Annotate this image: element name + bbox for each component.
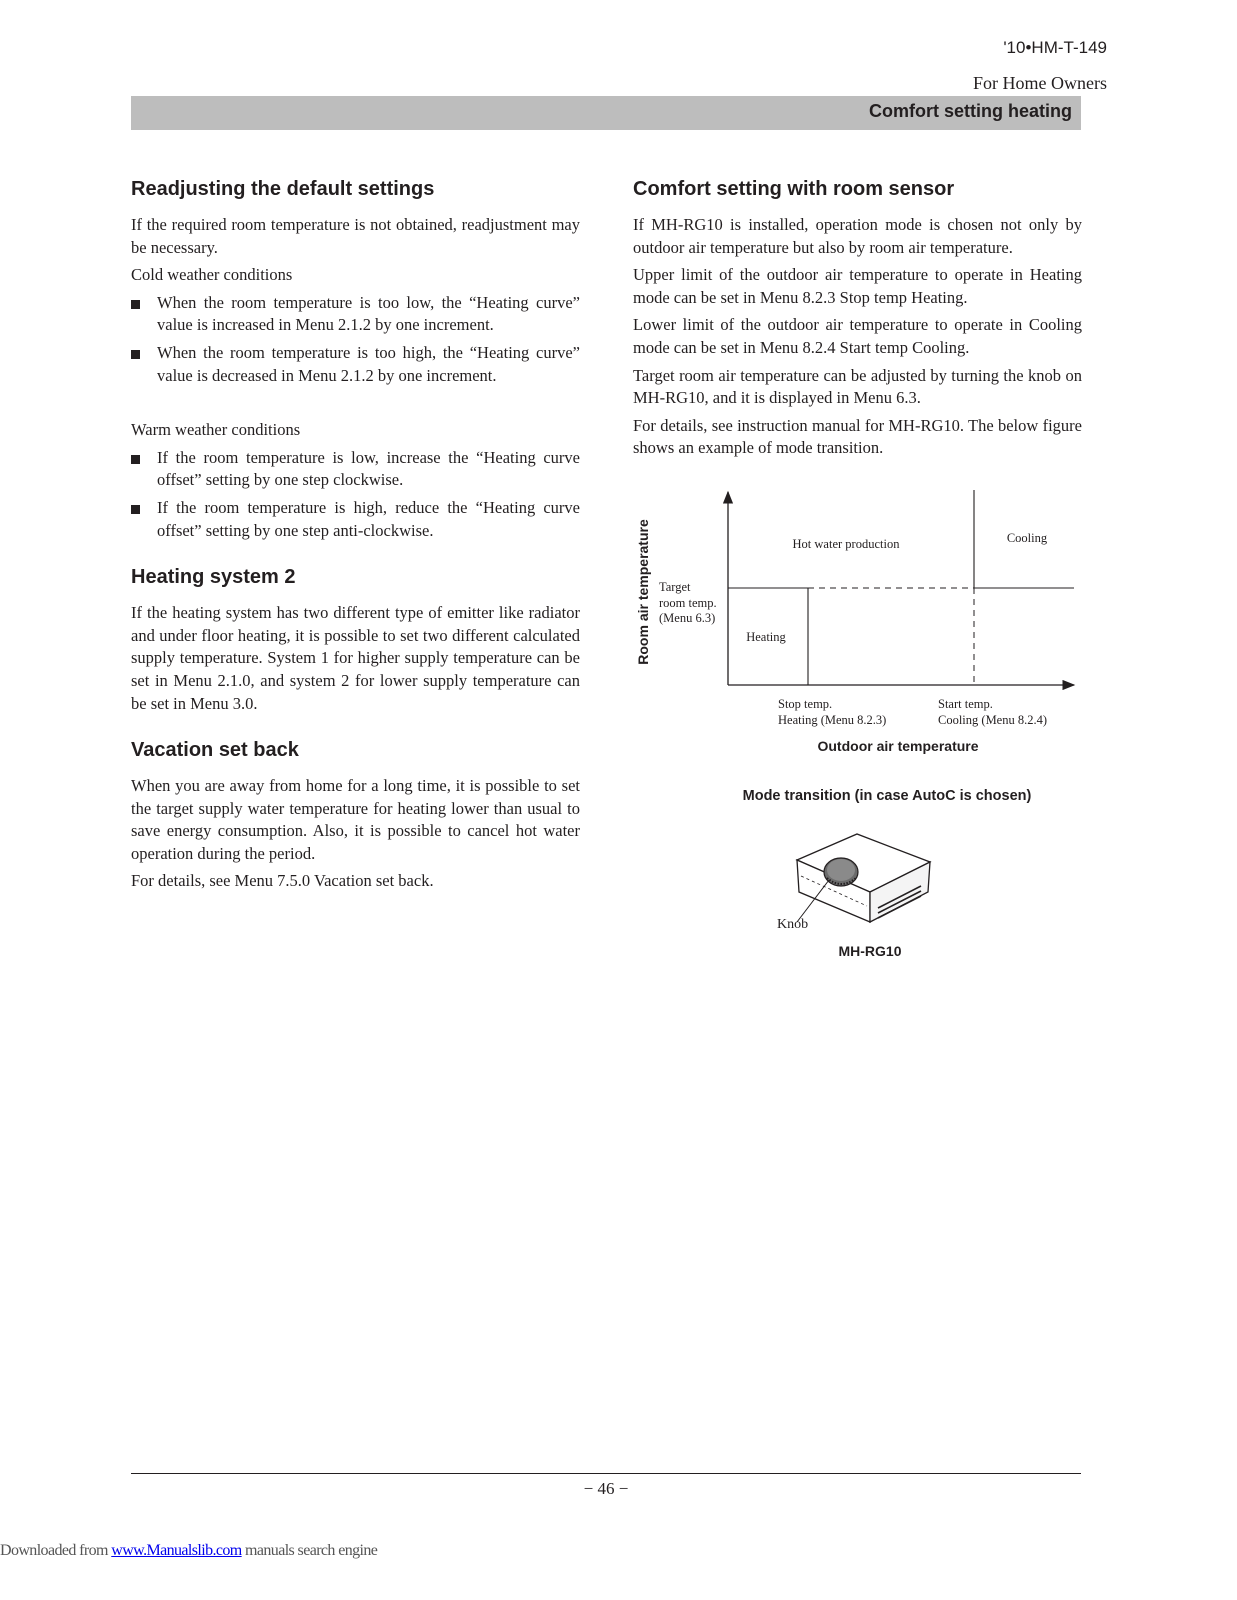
manualslib-link[interactable]: www.Manualslib.com (111, 1542, 242, 1559)
document-code: '10•HM-T-149 (1003, 38, 1107, 57)
cold-weather-list (131, 292, 580, 387)
vacation-note: For details, see Menu 7.5.0 Vacation set back. (131, 871, 434, 891)
download-suffix: manuals search engine (241, 1542, 378, 1559)
room-sensor-paragraph: For details, see instruction manual for MH-RG10. The below figure shows an example of mode transition. (633, 415, 1082, 458)
heating-system-2-body: If the heating system has two different type of emitter like radiator and under floor heating, it is possible to set two different calculated supply temperature. System 1 for higher supply temperature can be set in Menu 2.1.0, and system 2 for lower supply temperature can be set in Menu 3.0. (131, 603, 580, 713)
section-title: Comfort setting heating (869, 101, 1072, 121)
target-label-line1: Target (659, 580, 691, 594)
footer-rule (131, 1473, 1081, 1474)
room-sensor-paragraph: Upper limit of the outdoor air temperature to operate in Heating mode can be set in Menu 8.2.3 Stop temp Heating. (633, 265, 1082, 307)
room-sensor-paragraph: Target room air temperature can be adjusted by turning the knob on MH-RG10, and it is displayed in Menu 6.3. (633, 365, 1082, 408)
diagram-caption: Mode transition (in case AutoC is chosen) (742, 788, 1032, 804)
right-column (633, 178, 1082, 465)
warm-weather-list (131, 447, 580, 542)
target-label-line3: (Menu 6.3) (659, 611, 716, 625)
page-number: − 46 − (583, 1479, 629, 1498)
warm-weather-label: Warm weather conditions (131, 420, 301, 440)
stop-temp-label-line2: Heating (Menu 8.2.3) (778, 713, 887, 727)
list-item-text: If the room temperature is high, reduce the “Heating curve offset” setting by one step anti-clockwise. (157, 497, 580, 540)
list-item (131, 497, 580, 542)
x-axis-label: Outdoor air temperature (817, 738, 979, 754)
room-sensor-heading: Comfort setting with room sensor (633, 178, 955, 200)
device-model-label: MH-RG10 (838, 943, 902, 959)
list-item-text: When the room temperature is too low, the “Heating curve” value is increased in Menu 2.1.2 by one increment. (157, 292, 580, 335)
bullet-square-icon (131, 455, 140, 464)
section-header-bar (131, 96, 1081, 130)
list-item (131, 447, 580, 492)
cold-weather-label: Cold weather conditions (131, 265, 293, 285)
download-prefix: Downloaded from (0, 1542, 112, 1559)
target-label-line2: room temp. (659, 596, 717, 610)
bullet-square-icon (131, 350, 140, 359)
readjust-heading: Readjusting the default settings (131, 178, 435, 200)
y-axis-label: Room air temperature (635, 519, 651, 665)
region-cooling: Cooling (1006, 531, 1048, 545)
room-sensor-paragraph: If MH-RG10 is installed, operation mode is chosen not only by outdoor air temperature but also by room air temperature. (633, 215, 1082, 257)
stop-temp-label-line1: Stop temp. (778, 697, 833, 711)
left-column (131, 178, 580, 898)
vacation-heading: Vacation set back (131, 739, 299, 762)
list-item-text: When the room temperature is too high, the “Heating curve” value is decreased in Menu 2.1.2 by one increment. (157, 342, 580, 385)
audience-label: For Home Owners (973, 73, 1107, 93)
readjust-intro: If the required room temperature is not obtained, readjustment may be necessary. (131, 215, 580, 257)
region-heating: Heating (746, 630, 786, 644)
bullet-square-icon (131, 300, 140, 309)
room-sensor-paragraph: Lower limit of the outdoor air temperature to operate in Cooling mode can be set in Menu 8.2.4 Start temp Cooling. (633, 315, 1082, 357)
start-temp-label-line2: Cooling (Menu 8.2.4) (938, 713, 1048, 727)
start-temp-label-line1: Start temp. (938, 697, 993, 711)
knob-label: Knob (777, 917, 809, 932)
heating-system-2-heading: Heating system 2 (131, 566, 296, 589)
list-item (131, 292, 580, 337)
mh-rg10-device-illustration (775, 830, 945, 960)
list-item (131, 342, 580, 387)
region-hot-water: Hot water production (792, 537, 900, 551)
download-attribution (0, 1542, 377, 1560)
mode-transition-diagram (632, 480, 1082, 810)
bullet-square-icon (131, 505, 140, 514)
vacation-body: When you are away from home for a long time, it is possible to set the target supply water temperature for heating lower than usual to save energy consumption. Also, it is possible to cancel hot water operation during the period. (131, 776, 580, 863)
list-item-text: If the room temperature is low, increase the “Heating curve offset” setting by one step clockwise. (157, 447, 580, 490)
